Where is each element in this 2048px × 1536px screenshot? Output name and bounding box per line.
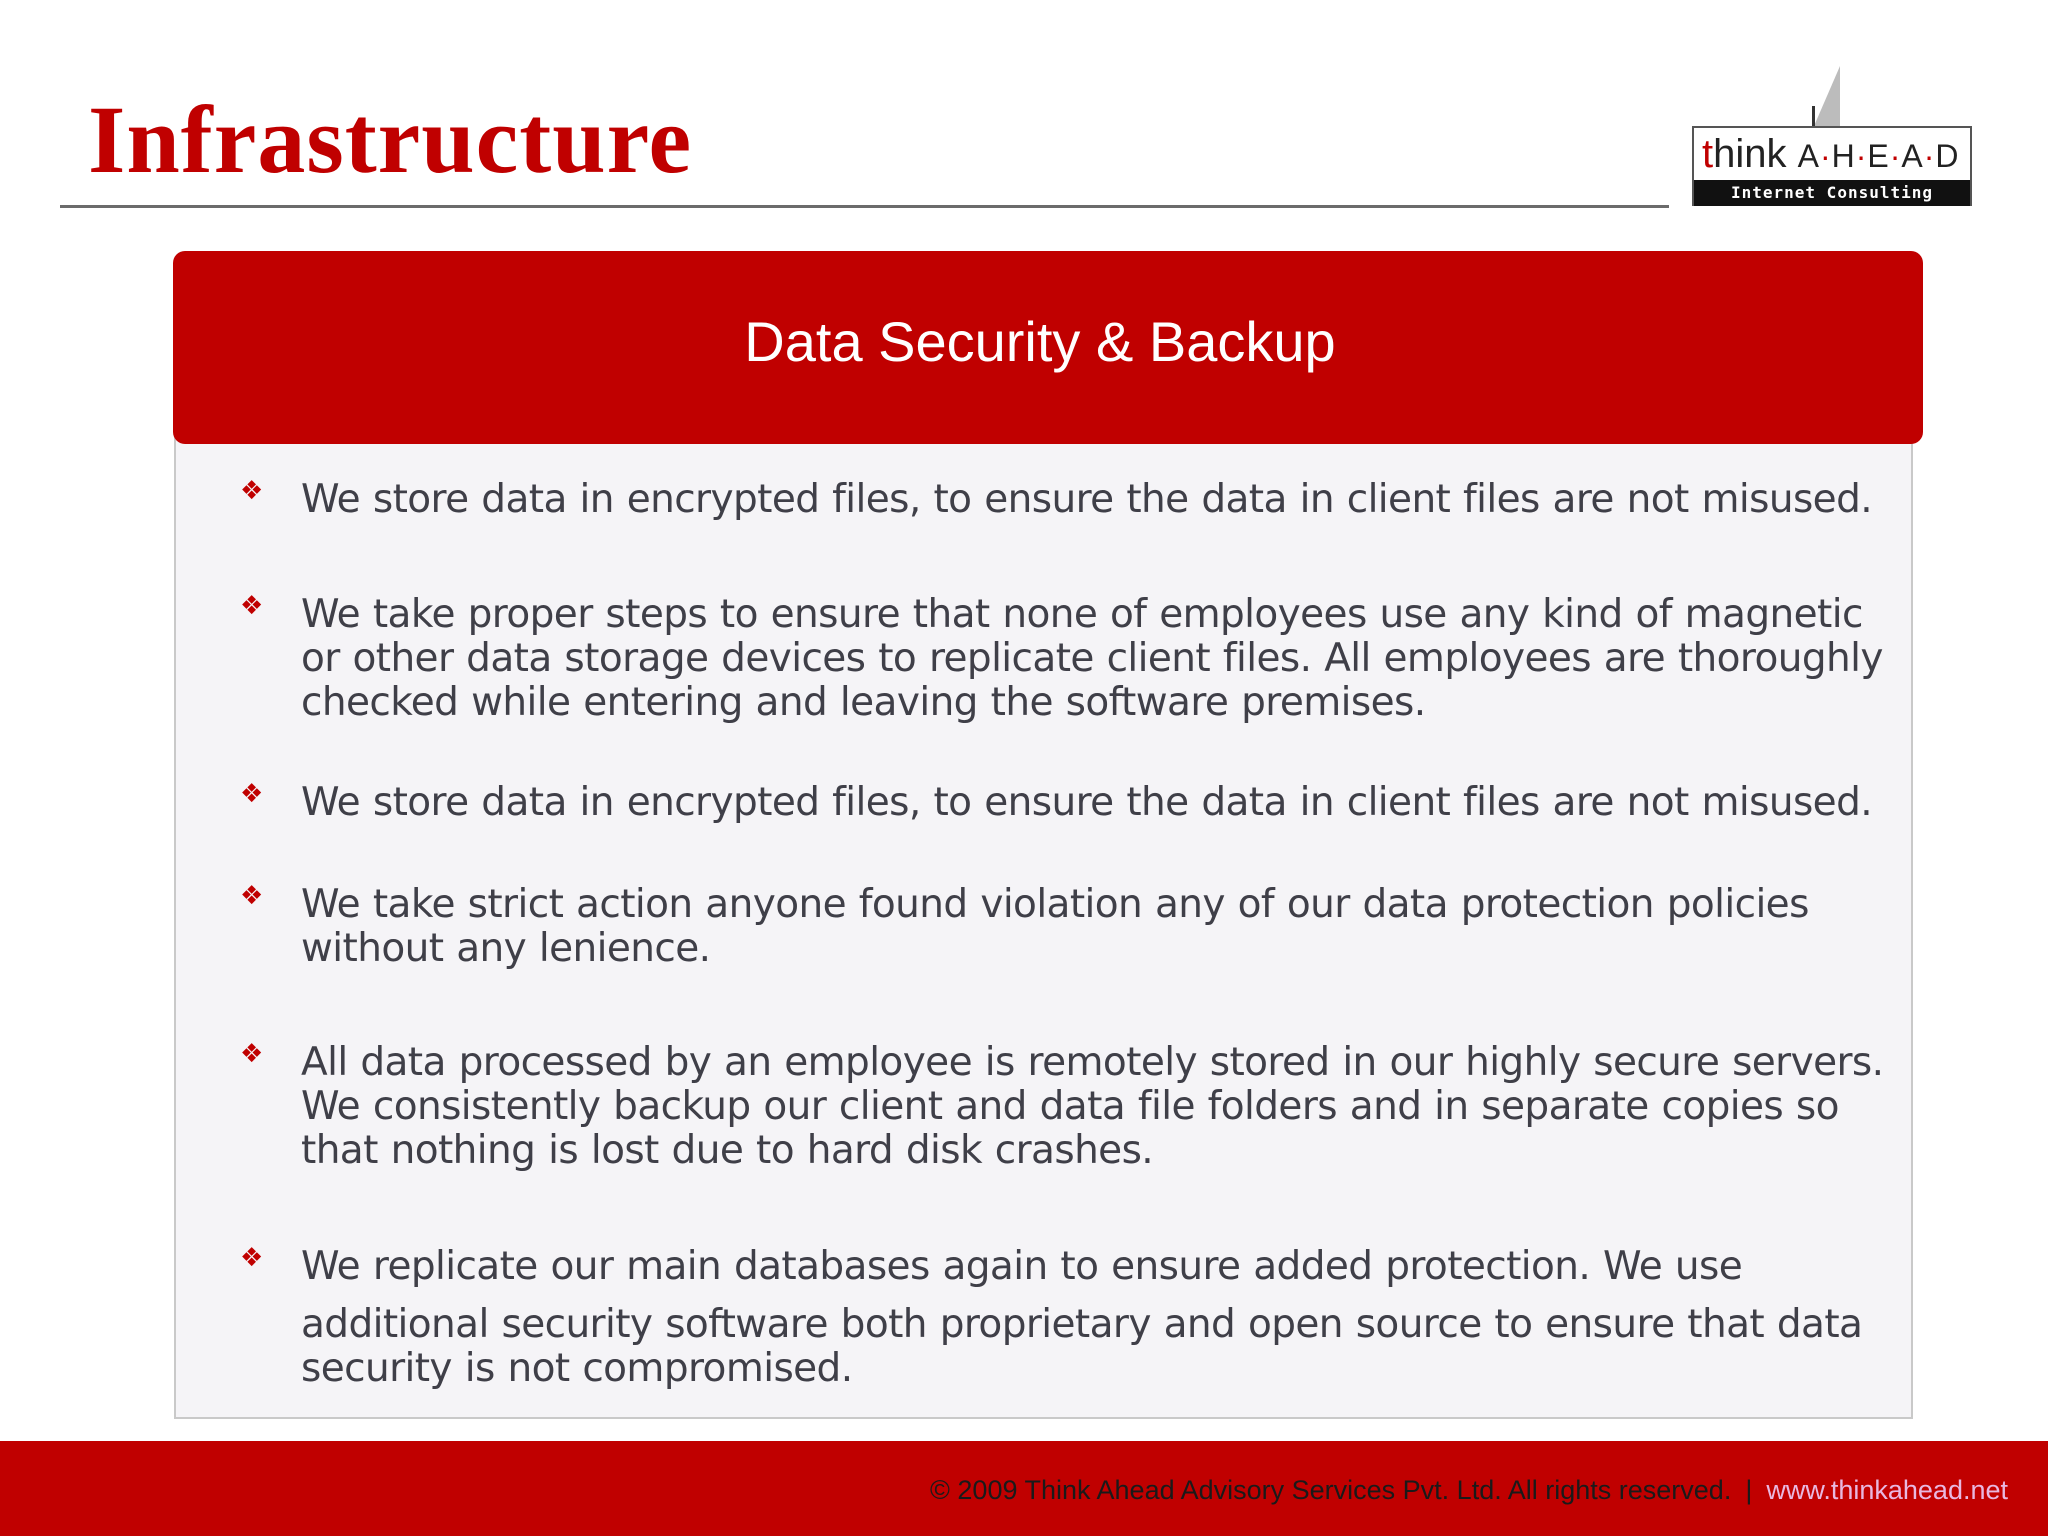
logo-fin-stem [1812,106,1815,128]
slide-title: Infrastructure [88,86,693,193]
diamond-bullet-icon: ❖ [240,881,264,911]
copyright-notice: © 2009 Think Ahead Advisory Services Pvt. Ltd. All rights reserved. [930,1475,1732,1505]
panel-title: Data Security & Backup [744,309,1336,373]
bullet-text: All data processed by an employee is remotely stored in our highly secure servers. We consistently backup our client and data file folders and in separate copies so that nothing is lost due to hard disk crashes. [301,1040,1884,1173]
bullet-text: We take strict action anyone found violation any of our data protection policies without any lenience. [301,882,1809,971]
footer-separator: | [1745,1475,1753,1505]
diamond-bullet-icon: ❖ [240,1039,264,1069]
diamond-bullet-icon: ❖ [240,779,264,809]
panel-header [173,251,1923,444]
think-ahead-logo [1692,66,1976,228]
bullet-text: We replicate our main databases again to ensure added protection. We use additional security software both proprietary and open source to ensure that data security is not compromised. [301,1244,1863,1391]
logo-tagline: Internet Consulting Partners [1694,180,1970,206]
bullet-text: We store data in encrypted files, to ensure the data in client files are not misused. [301,780,1873,825]
bullet-text: We take proper steps to ensure that none of employees use any kind of magnetic or other data storage devices to replicate client files. All employees are thoroughly checked while entering and leaving the software premises. [301,592,1883,725]
bullet-text: We store data in encrypted files, to ensure the data in client files are not misused. [301,477,1873,522]
footer-bar [0,1441,2048,1536]
diamond-bullet-icon: ❖ [240,476,264,506]
logo-wordmark: think A·H·E·A·D [1702,132,1960,176]
website-link[interactable]: www.thinkahead.net [1766,1475,2008,1505]
logo-fin-icon [1814,66,1840,126]
footer-text [930,1477,2008,1504]
diamond-bullet-icon: ❖ [240,591,264,621]
title-divider [60,205,1669,208]
diamond-bullet-icon: ❖ [240,1243,264,1273]
